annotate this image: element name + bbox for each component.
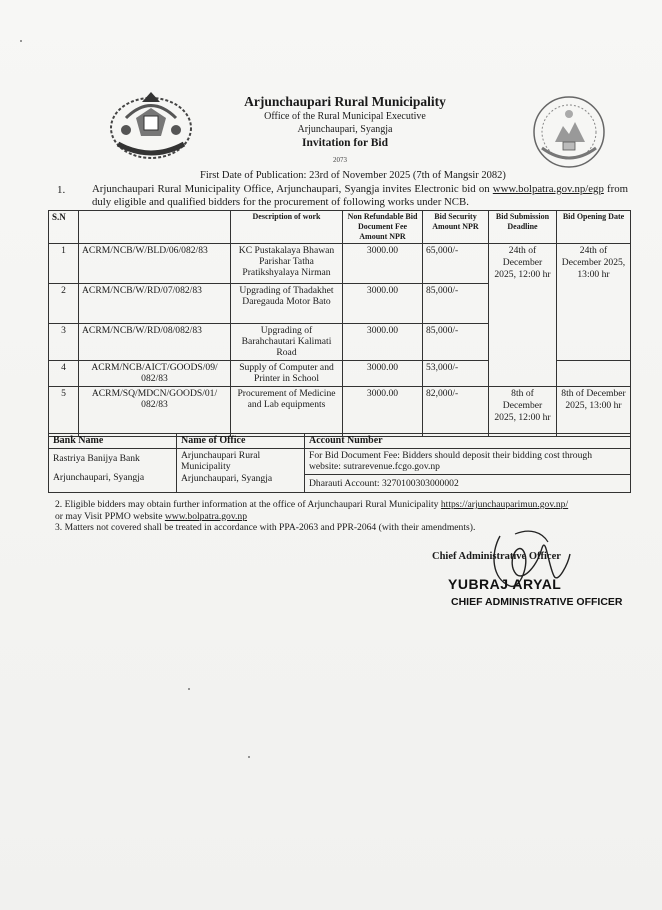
ppmo-website-link[interactable]: www.bolpatra.gov.np <box>164 510 248 522</box>
fee-note: For Bid Document Fee: Bidders should deposit their bidding cost through website: sutrarevenue.fcgo.gov.np <box>305 448 631 474</box>
header-security: Bid Security Amount NPR <box>423 211 489 244</box>
cell-sn: 2 <box>49 284 79 324</box>
stamp-role: CHIEF ADMINISTRATIVE OFFICER <box>451 596 623 608</box>
bolpatra-link[interactable]: www.bolpatra.gov.np/egp <box>492 183 604 195</box>
office-address: Arjunchaupari, Syangja <box>297 124 393 135</box>
cell-fee: 3000.00 <box>343 361 423 387</box>
header-deadline: Bid Submission Deadline <box>489 211 557 244</box>
cell-desc: Upgrading of Barahchautari Kalimati Road <box>231 324 343 361</box>
cell-desc: Upgrading of Thadakhet Daregauda Motor Bato <box>231 284 343 324</box>
cell-desc: Supply of Computer and Printer in School <box>231 361 343 387</box>
cell-sn: 1 <box>49 244 79 284</box>
municipality-logo-icon <box>530 92 608 172</box>
bank-account-table <box>48 433 631 493</box>
note-2 <box>55 499 635 522</box>
cell-ref: ACRM/NCB/W/BLD/06/082/83 <box>79 244 231 284</box>
dharauti-account: Dharauti Account: 3270100303000002 <box>305 474 631 493</box>
cell-security: 85,000/- <box>423 284 489 324</box>
header-ref <box>79 211 231 244</box>
cell-deadline: 8th of December 2025, 12:00 hr <box>489 387 557 437</box>
cell-fee: 3000.00 <box>343 284 423 324</box>
account-office-address: Arjunchaupari, Syangja <box>181 472 273 484</box>
account-office-name: Arjunchaupari Rural Municipality <box>181 449 261 472</box>
note-3: 3. Matters not covered shall be treated in accordance with PPA-2063 and PPR-2064 (with their amendments). <box>55 522 476 533</box>
paragraph-number: 1. <box>57 184 66 196</box>
cell-deadline-group: 24th of December 2025, 12:00 hr <box>489 244 557 387</box>
paper-speck <box>20 40 22 42</box>
cell-opening-group: 24th of December 2025, 13:00 hr <box>557 244 631 361</box>
organization-name: Arjunchaupari Rural Municipality <box>244 94 446 109</box>
header-opening: Bid Opening Date <box>557 211 631 244</box>
table-row <box>49 244 631 284</box>
header-description: Description of work <box>231 211 343 244</box>
municipality-website-link[interactable]: https://arjunchauparimun.gov.np/ <box>440 499 569 510</box>
seal-year: 2073 <box>333 156 347 164</box>
header-sn: S.N <box>49 211 79 244</box>
office-name: Office of the Rural Municipal Executive <box>264 111 426 122</box>
cell-empty <box>557 361 631 387</box>
document-title: Invitation for Bid <box>301 137 389 149</box>
cell-desc: KC Pustakalaya Bhawan Parishar Tatha Pratikshyalaya Nirman <box>231 244 343 284</box>
table-header-row <box>49 211 631 244</box>
cell-security: 82,000/- <box>423 387 489 437</box>
cell-security: 53,000/- <box>423 361 489 387</box>
note-2-text: 2. Eligible bidders may obtain further information at the office of Arjunchaupari Rural Municipality <box>55 499 441 510</box>
paper-speck <box>248 756 250 758</box>
table-row <box>49 387 631 437</box>
cell-sn: 3 <box>49 324 79 361</box>
header-account: Account Number <box>305 434 631 449</box>
nepal-emblem-icon <box>106 88 196 166</box>
cell-opening: 8th of December 2025, 13:00 hr <box>557 387 631 437</box>
header-fee: Non Refundable Bid Document Fee Amount NPR <box>343 211 423 244</box>
signatory-title: Chief Administrative Officer <box>432 551 561 562</box>
cell-sn: 5 <box>49 387 79 437</box>
paper-speck <box>188 688 190 690</box>
cell-desc: Procurement of Medicine and Lab equipments <box>231 387 343 437</box>
cell-ref: ACRM/NCB/W/RD/07/082/83 <box>79 284 231 324</box>
bank-name: Rastriya Banijya Bank <box>53 452 140 464</box>
note-2-text-cont: or may Visit PPMO website <box>55 510 165 522</box>
header-office: Name of Office <box>177 434 305 449</box>
intro-paragraph <box>92 183 628 208</box>
cell-ref: ACRM/NCB/W/RD/08/082/83 <box>79 324 231 361</box>
bid-table <box>48 210 631 437</box>
bank-branch: Arjunchaupari, Syangja <box>53 472 145 483</box>
cell-sn: 4 <box>49 361 79 387</box>
header-bank: Bank Name <box>49 434 177 449</box>
stamp-name: YUBRAJ ARYAL <box>448 576 562 592</box>
cell-ref: ACRM/SQ/MDCN/GOODS/01/ 082/83 <box>79 387 231 437</box>
intro-text: Arjunchaupari Rural Municipality Office, Arjunchaupari, Syangja invites Electronic bid on <box>92 183 493 195</box>
account-header-row <box>49 434 631 449</box>
account-row <box>49 448 631 474</box>
cell-fee: 3000.00 <box>343 244 423 284</box>
cell-ref: ACRM/NCB/AICT/GOODS/09/ 082/83 <box>79 361 231 387</box>
publication-date: First Date of Publication: 23rd of November 2025 (7th of Mangsir 2082) <box>200 170 506 181</box>
cell-security: 85,000/- <box>423 324 489 361</box>
intro-text-cont: from duly eligible and qualified bidders for the procurement of following works under NCB. <box>92 183 628 208</box>
cell-fee: 3000.00 <box>343 324 423 361</box>
cell-security: 65,000/- <box>423 244 489 284</box>
office-cell <box>177 448 305 493</box>
cell-fee: 3000.00 <box>343 387 423 437</box>
bank-cell <box>49 448 177 493</box>
